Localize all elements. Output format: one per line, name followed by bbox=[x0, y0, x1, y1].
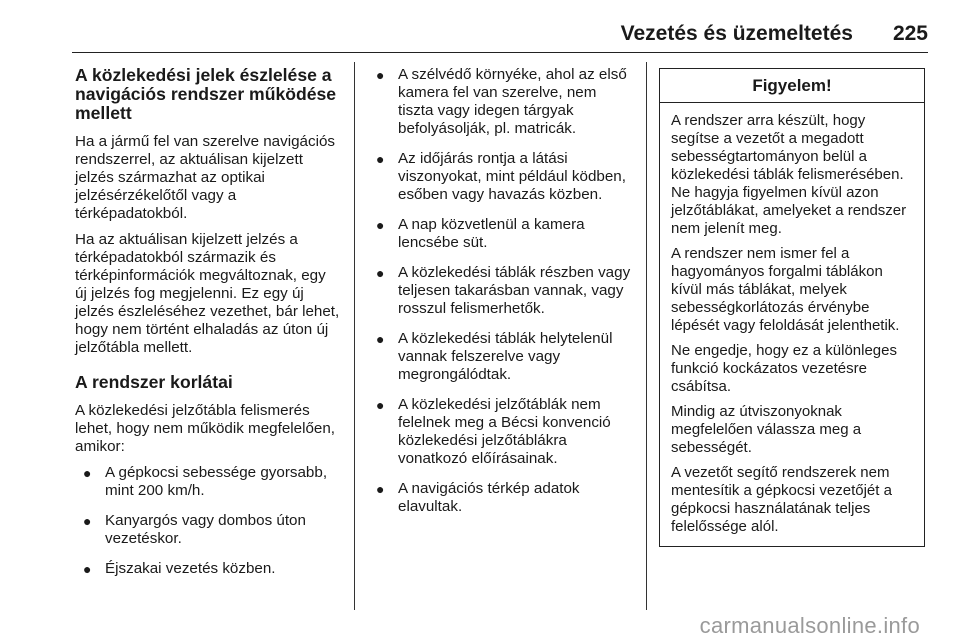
warning-body bbox=[660, 103, 924, 546]
paragraph: Ha a jármű fel van szerelve navigációs rendszerrel, az aktuálisan kijelzett jelzés származhat az optikai jelzésérzékelőtől vagy a térképadatokból. bbox=[75, 133, 335, 222]
list-item: ● A szélvédő környéke, ahol az első kamera fel van szerelve, nem tiszta vagy idegen tárgyak befolyásolják, pl. matricák. bbox=[376, 66, 627, 137]
list-item: ● Éjszakai vezetés közben. bbox=[83, 560, 276, 577]
list-item: ● A közlekedési táblák helytelenül vannak felszerelve vagy megrongálódtak. bbox=[376, 330, 613, 383]
warning-box bbox=[659, 68, 925, 547]
warning-title: Figyelem! bbox=[660, 69, 924, 103]
bullet-icon: ● bbox=[376, 67, 385, 83]
bullet-list bbox=[79, 464, 340, 578]
section-heading: A közlekedési jelek észlelése a navigációs rendszer működése mellett bbox=[75, 65, 337, 123]
warning-paragraph: A vezetőt segítő rendszerek nem mentesítik a gépkocsi vezetőjét a gépkocsi használatának teljes felelőssége alól. bbox=[671, 464, 892, 535]
bullet-icon: ● bbox=[376, 265, 385, 281]
bullet-icon: ● bbox=[83, 561, 92, 577]
middle-column bbox=[372, 66, 634, 528]
warning-paragraph: Mindig az útviszonyoknak megfelelően válassza meg a sebességét. bbox=[671, 403, 862, 456]
bullet-icon: ● bbox=[376, 331, 385, 347]
bullet-icon: ● bbox=[376, 151, 385, 167]
paragraph: Ha az aktuálisan kijelzett jelzés a térképadatokból származik és térképinformációk megváltoznak, egy új jelzés fog megjelenni. Ez egy új jelzés észleléséhez vezethet, bár lehet, hogy nem történt elhaladás az úton új jelzőtábla mellett. bbox=[75, 231, 340, 356]
running-title: Vezetés és üzemeltetés bbox=[620, 22, 853, 45]
left-column bbox=[75, 66, 340, 590]
list-item: ● A navigációs térkép adatok elavultak. bbox=[376, 480, 580, 515]
bullet-icon: ● bbox=[376, 397, 385, 413]
subsection-heading: A rendszer korlátai bbox=[75, 372, 233, 392]
page-header bbox=[72, 22, 928, 46]
bullet-list bbox=[372, 66, 634, 516]
bullet-icon: ● bbox=[376, 481, 385, 497]
warning-paragraph: A rendszer arra készült, hogy segítse a vezetőt a megadott sebességtartományon belül a közlekedési táblák felismerésében. Ne hagyja figyelmen kívül azon jelzőtáblákat, amelyeket a rendszer nem jelenít meg. bbox=[671, 112, 907, 237]
watermark: carmanualsonline.info bbox=[699, 613, 920, 638]
list-item: ● A közlekedési táblák részben vagy teljesen takarásban vannak, vagy rosszul felismerhetők. bbox=[376, 264, 631, 317]
column-divider bbox=[646, 62, 647, 610]
bullet-icon: ● bbox=[376, 217, 385, 233]
paragraph: A közlekedési jelzőtábla felismerés lehet, hogy nem működik megfelelően, amikor: bbox=[75, 402, 336, 455]
list-item: ● Az időjárás rontja a látási viszonyokat, mint például ködben, esőben vagy havazás közben. bbox=[376, 150, 626, 203]
header-rule bbox=[72, 52, 928, 53]
bullet-icon: ● bbox=[83, 465, 92, 481]
list-item: ● A gépkocsi sebessége gyorsabb, mint 200 km/h. bbox=[83, 464, 328, 499]
warning-paragraph: A rendszer nem ismer fel a hagyományos forgalmi táblákon kívül más táblákat, melyek sebességkorlátozás érvénybe lépését vagy feloldását jelenthetik. bbox=[671, 245, 900, 334]
right-column bbox=[659, 68, 925, 547]
list-item: ● A közlekedési jelzőtáblák nem felelnek meg a Bécsi konvenció közlekedési jelzőtáblákra vonatkozó előírásainak. bbox=[376, 396, 611, 467]
bullet-icon: ● bbox=[83, 513, 92, 529]
list-item: ● A nap közvetlenül a kamera lencsébe süt. bbox=[376, 216, 585, 251]
list-item: ● Kanyargós vagy dombos úton vezetéskor. bbox=[83, 512, 306, 547]
page-number: 225 bbox=[892, 22, 928, 45]
warning-paragraph: Ne engedje, hogy ez a különleges funkció kockázatos vezetésre csábítsa. bbox=[671, 342, 897, 395]
column-divider bbox=[354, 62, 355, 610]
